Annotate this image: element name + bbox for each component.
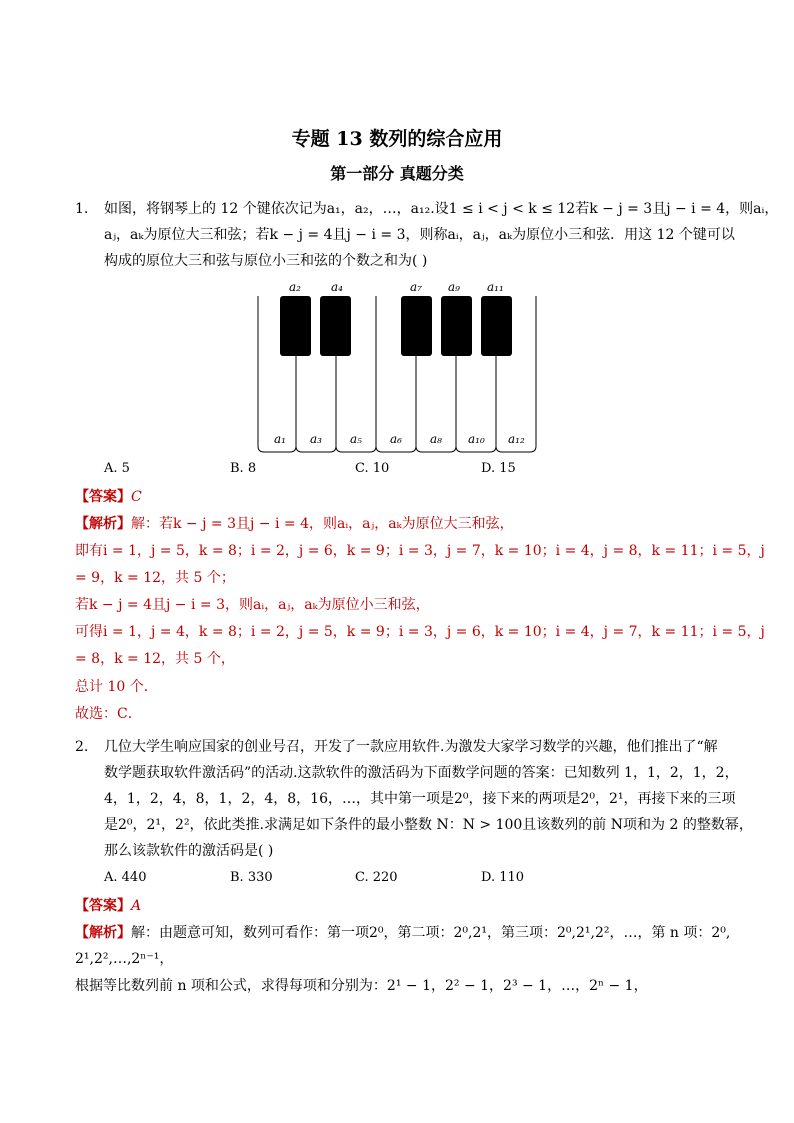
- analysis-line: 可得i = 1，j = 4，k = 8；i = 2，j = 5，k = 9；i = 3，j = 6，k = 10；i = 4，j = 7，k = 11；i = 5，j: [75, 624, 765, 640]
- white-key-label: a₁₀: [468, 432, 485, 446]
- black-key-label: a₇: [410, 280, 422, 294]
- analysis-line: = 9，k = 12，共 5 个；: [75, 570, 235, 586]
- document-title: 专题 13 数列的综合应用: [291, 128, 503, 150]
- option-d: D. 110: [481, 870, 525, 885]
- black-key-label: a₂: [289, 280, 301, 294]
- option-c: C. 10: [355, 461, 390, 476]
- analysis-row: [75, 923, 730, 943]
- question-number: 2.: [75, 739, 89, 755]
- question-text-line: aⱼ，aₖ为原位大三和弦；若k − j = 4且j − i = 3，则称aᵢ，aⱼ，aₖ为原位小三和弦．用这 12 个键可以: [104, 227, 735, 243]
- analysis-line: 根据等比数列前 n 项和公式，求得每项和分别为：2¹ − 1，2² − 1，2³ − 1，…，2ⁿ − 1，: [75, 978, 648, 994]
- answer-label: 【答案】: [75, 489, 131, 505]
- answer-value: A: [131, 898, 142, 914]
- white-key-label: a₈: [430, 432, 442, 446]
- question-text-line: 几位大学生响应国家的创业号召，开发了一款应用软件.为激发大家学习数学的兴趣，他们推出了“解: [104, 739, 718, 755]
- black-key: [441, 296, 472, 356]
- white-key-label: a₁: [274, 432, 286, 446]
- question-text-line: 4，1，2，4，8，1，2，4，8，16，…，其中第一项是2⁰，接下来的两项是2⁰，2¹，再接下来的三项: [104, 791, 736, 807]
- option-d: D. 15: [481, 461, 516, 476]
- answer-row: [75, 896, 141, 916]
- option-c: C. 220: [355, 870, 398, 885]
- piano-keys-figure: [250, 278, 550, 458]
- option-a: A. 5: [104, 461, 130, 476]
- question-number: 1.: [75, 201, 89, 217]
- black-key-label: a₁₁: [487, 280, 504, 294]
- analysis-line: 即有i = 1，j = 5，k = 8；i = 2，j = 6，k = 9；i = 3，j = 7，k = 10；i = 4，j = 8，k = 11；i = 5，j: [75, 543, 765, 559]
- black-key: [280, 296, 311, 356]
- white-key-label: a₃: [310, 432, 322, 446]
- analysis-line: 故选：C．: [75, 706, 142, 722]
- analysis-line: 解：若k − j = 3且j − i = 4，则aᵢ，aⱼ，aₖ为原位大三和弦，: [131, 516, 514, 532]
- question-text-line: 如图，将钢琴上的 12 个键依次记为a₁，a₂，…，a₁₂.设1 ≤ i < j < k ≤ 12若k − j = 3且j − i = 4，则aᵢ，: [104, 201, 779, 217]
- answer-value: C: [131, 489, 142, 505]
- question-text-line: 那么该款软件的激活码是( ): [104, 843, 274, 859]
- answer-row: [75, 487, 142, 507]
- analysis-label: 【解析】: [75, 925, 131, 941]
- white-key-label: a₁₂: [508, 432, 525, 446]
- black-key: [401, 296, 432, 356]
- analysis-line: 总计 10 个．: [75, 679, 158, 695]
- analysis-row: [75, 514, 514, 534]
- section-subtitle: 第一部分 真题分类: [330, 164, 464, 183]
- question-text-line: 构成的原位大三和弦与原位小三和弦的个数之和为( ): [104, 253, 428, 269]
- black-key-label: a₉: [448, 280, 460, 294]
- question-text-line: 是2⁰，2¹，2²，依此类推.求满足如下条件的最小整数 N：N > 100且该数列的前 N项和为 2 的整数幂，: [104, 817, 753, 833]
- analysis-line: 若k − j = 4且j − i = 3，则aᵢ，aⱼ，aₖ为原位小三和弦，: [75, 597, 430, 613]
- answer-label: 【答案】: [75, 898, 131, 914]
- black-key: [481, 296, 512, 356]
- analysis-line: = 8，k = 12，共 5 个，: [75, 651, 235, 667]
- analysis-line: 解：由题意可知，数列可看作：第一项2⁰，第二项：2⁰,2¹，第三项：2⁰,2¹,2²，…，第 n 项：2⁰,: [131, 925, 731, 941]
- white-key-label: a₆: [390, 432, 402, 446]
- option-b: B. 330: [230, 870, 273, 885]
- analysis-label: 【解析】: [75, 516, 131, 532]
- white-key-label: a₅: [350, 432, 362, 446]
- option-a: A. 440: [104, 870, 147, 885]
- question-text-line: 数学题获取软件激活码”的活动.这款软件的激活码为下面数学问题的答案：已知数列 1，1，2，1，2，: [104, 765, 739, 781]
- black-key: [320, 296, 351, 356]
- option-b: B. 8: [230, 461, 257, 476]
- black-key-label: a₄: [331, 280, 343, 294]
- analysis-line: 2¹,2²,…,2ⁿ⁻¹，: [75, 951, 174, 967]
